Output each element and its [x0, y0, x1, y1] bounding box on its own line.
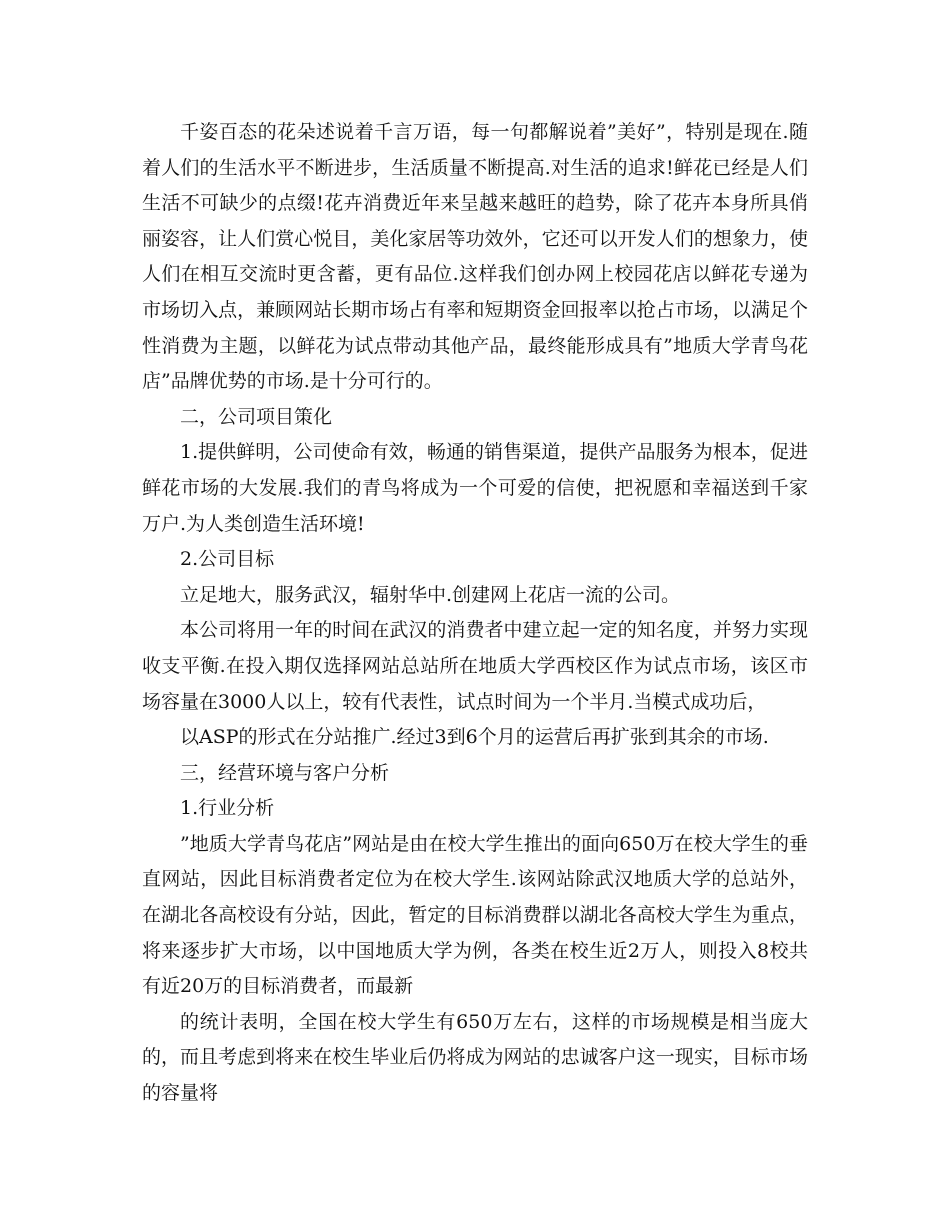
- paragraph-target-market: ”地质大学青鸟花店”网站是由在校大学生推出的面向650万在校大学生的垂直网站，因此目标消费者定位为在校大学生.该网站除武汉地质大学的总站外，在湖北各高校设有分站，因此，暂定的目标消费群以湖北各高校大学生为重点，将来逐步扩大市场，以中国地质大学为例，各类在校生近2万人，则投入8校共有近20万的目标消费者，而最新: [142, 832, 808, 998]
- document-body: [142, 115, 808, 1112]
- paragraph-intro: 千姿百态的花朵述说着千言万语，每一句都解说着”美好”，特别是现在.随着人们的生活水平不断进步，生活质量不断提高.对生活的追求!鲜花已经是人们生活不可缺少的点缀!花卉消费近年来呈越来越旺的趋势，除了花卉本身所具俏丽姿容，让人们赏心悦目，美化家居等功效外，它还可以开发人们的想象力，使人们在相互交流时更含蓄，更有品位.这样我们创办网上校园花店以鲜花专递为市场切入点，兼顾网站长期市场占有率和短期资金回报率以抢占市场，以满足个性消费为主题，以鲜花为试点带动其他产品，最终能形成具有”地质大学青鸟花店”品牌优势的市场.是十分可行的。: [142, 121, 808, 393]
- paragraph-asp-expansion: 以ASP的形式在分站推广.经过3到6个月的运营后再扩张到其余的市场.: [180, 726, 769, 749]
- paragraph-market-statistics: 的统计表明，全国在校大学生有650万左右，这样的市场规模是相当庞大的，而且考虑到将来在校生毕业后仍将成为网站的忠诚客户这一现实，目标市场的容量将: [142, 1010, 808, 1105]
- section-heading-environment-analysis: 三，经营环境与客户分析: [180, 761, 390, 784]
- paragraph-goal-statement: 立足地大，服务武汉，辐射华中.创建网上花店一流的公司。: [180, 583, 681, 606]
- paragraph-first-year-plan: 本公司将用一年的时间在武汉的消费者中建立起一定的知名度，并努力实现收支平衡.在投入期仅选择网站总站所在地质大学西校区作为试点市场，该区市场容量在3000人以上，较有代表性，试点时间为一个半月.当模式成功后，: [142, 619, 808, 713]
- section-heading-project-planning: 二，公司项目策化: [180, 405, 333, 428]
- subheading-industry-analysis: 1.行业分析: [180, 797, 275, 820]
- paragraph-mission: 1.提供鲜明，公司使命有效，畅通的销售渠道，提供产品服务为根本，促进鲜花市场的大发展.我们的青鸟将成为一个可爱的信使，把祝愿和幸福送到千家万户.为人类创造生活环境!: [142, 441, 808, 535]
- subheading-company-goals: 2.公司目标: [180, 548, 275, 571]
